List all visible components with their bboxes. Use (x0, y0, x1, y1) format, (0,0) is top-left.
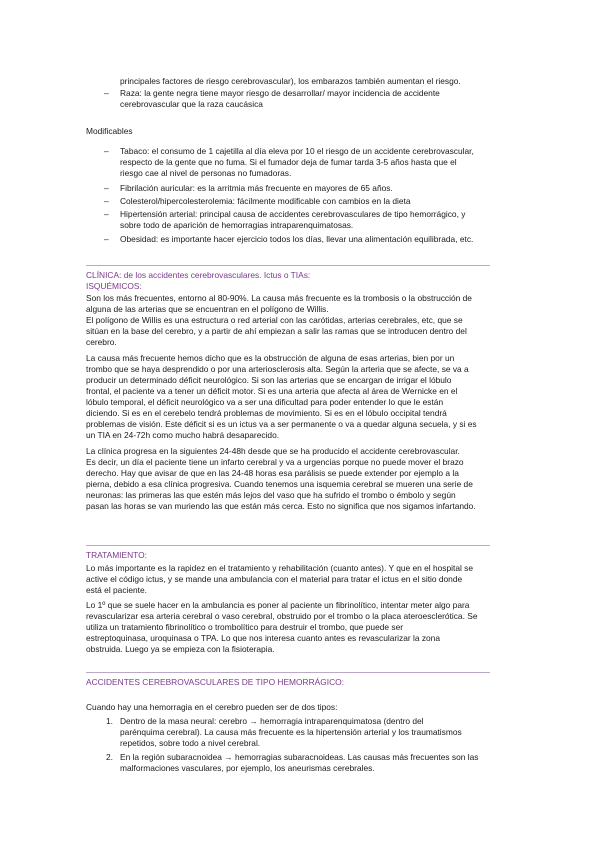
body-line: producir un determinado déficit neurológico. Si son las arterias que se encargan de irrigar el lóbulo (86, 375, 452, 385)
list-number: 2. (106, 752, 113, 762)
bullet-line: respecto de la gente que no fuma. Si el fumador deja de fumar tarda 3-5 años hasta que el (120, 157, 457, 167)
body-line: está el paciente. (86, 585, 147, 595)
list-item-line: parénquima cerebral). La causa más frecuente es la hipertensión arterial y los traumatismos (120, 727, 462, 737)
tratamiento-heading: TRATAMIENTO: (86, 550, 147, 560)
bullet-dash: – (104, 183, 109, 193)
body-line: La clínica progresa en la siguientes 24-48h desde que se ha producido el accidente cerebrovascular. (86, 446, 460, 456)
bullet-dash: – (104, 234, 109, 244)
body-line: lóbulo temporal, el déficit neurológico va a ser una dificultad para poder entender lo que le están (86, 397, 444, 407)
hemorragicos-heading: ACCIDENTES CEREBROVASCULARES DE TIPO HEMORRÁGICO: (86, 677, 344, 687)
bullet-line: Tabaco: el consumo de 1 cajetilla al día eleva por 10 el riesgo de un accidente cerebrovascular, (120, 146, 474, 156)
bullet-line: Fibrilación auricular: es la arritmia más frecuente en mayores de 65 años. (120, 183, 393, 193)
bullet-line: riesgo cae al nivel de personas no fumadoras. (120, 168, 292, 178)
section-title-modificables: Modificables (86, 126, 133, 136)
body-line: La causa más frecuente hemos dicho que es la obstrucción de alguna de esas arterias, bien por un (86, 353, 455, 363)
bullet-line: Colesterol/hipercolesterolemia: fácilmente modificable con cambios en la dieta (120, 196, 411, 206)
body-line: problemas de visión. Este déficit si es un ictus va a ser permanente o va a quedar alguna secuela, y si es (86, 419, 477, 429)
list-item-line: repetidos, sobre todo a nivel cerebral. (120, 738, 261, 748)
body-line: cerebro. (86, 337, 117, 347)
section-divider (86, 265, 490, 266)
bullet-line: Hipertensión arterial: principal causa de accidentes cerebrovasculares de tipo hemorrágico, y (120, 209, 466, 219)
body-line: Es decir, un día el paciente tiene un infarto cerebral y va a urgencias porque no puede mover el brazo (86, 457, 464, 467)
isquemicos-heading: ISQUÉMICOS: (86, 281, 142, 291)
list-item-line: En la región subaracnoidea → hemorragias subaracnoideas. Las causas más frecuentes son las (120, 752, 479, 762)
bullet-line: sobre todo de aparición de hemorragias intraparenquimatosas. (120, 220, 354, 230)
body-line: alguna de las arterias que se encuentran en el polígono de Willis. (86, 304, 329, 314)
bullet-dash: – (104, 209, 109, 219)
continuation-line: principales factores de riesgo cerebrovascular), los embarazos también aumentan el riesgo. (120, 76, 461, 86)
body-line: Son los más frecuentes, entorno al 80-90%. La causa más frecuente es la trombosis o la obstrucción de (86, 293, 472, 303)
hemorragicos-intro: Cuando hay una hemorragia en el cerebro pueden ser de dos tipos: (86, 702, 338, 712)
body-line: diciendo. Si es en el cerebelo tendrá problemas de movimiento. Si es en el lóbulo occipital tendrá (86, 408, 447, 418)
body-line: Lo 1º que se suele hacer en la ambulancia es poner al paciente un fibrinolítico, intentar meter algo para (86, 600, 470, 610)
body-line: pierna, debido a esa clínica progresiva. Cuando tenemos una isquemia cerebral se mueren una serie de (86, 479, 473, 489)
body-line: El polígono de Willis es una estructura o red arterial con las carótidas, arterias cerebrales, etc, que se (86, 315, 463, 325)
bullet-dash: – (104, 88, 109, 98)
list-number: 1. (106, 716, 113, 726)
section-divider (86, 545, 490, 546)
raza-line: cerebrovascular que la raza caucásica (120, 99, 263, 109)
body-line: pasan las horas se van muriendo las que están más cerca. Esto no significa que nos sigamos infartando. (86, 501, 476, 511)
clinica-heading: CLÍNICA: de los accidentes cerebrovasculares. Ictus o TIAs: (86, 270, 311, 280)
body-line: Lo más importante es la rapidez en el tratamiento y rehabilitación (cuanto antes). Y que en el hospital se (86, 563, 474, 573)
body-line: sitúan en la base del cerebro, y a partir de ahí empiezan a salir las ramas que se introducen dentro del (86, 326, 467, 336)
body-line: trombo que se haya desprendido o por una arteriosclerosis alta. Según la arteria que se afecte, se va a (86, 364, 469, 374)
body-line: frontal, el paciente va a tener un déficit motor. Si es una arteria que afecta al área de Wernicke en el (86, 386, 458, 396)
bullet-dash: – (104, 146, 109, 156)
body-line: obstruida. Luego ya se empieza con la fisioterapia. (86, 644, 275, 654)
raza-line: Raza: la gente negra tiene mayor riesgo de desarrollar/ mayor incidencia de accidente (120, 88, 440, 98)
body-line: estreptoquinasa, uroquinasa o TPA. Lo que nos interesa cuanto antes es revascularizar la zona (86, 633, 440, 643)
body-line: active el código ictus, y se mande una ambulancia con el material para tratar el ictus en el sitio donde (86, 574, 463, 584)
body-line: neuronas: las primeras las que estén más lejos del vaso que ha sufrido el trombo o émbolo y según (86, 490, 456, 500)
list-item-line: malformaciones vasculares, por ejemplo, los aneurismas cerebrales. (120, 763, 375, 773)
body-line: revascularizar esa arteria cerebral o vaso cerebral, obstruido por el trombo o la placa ateroesclerótica. Se (86, 611, 478, 621)
bullet-line: Obesidad: es importante hacer ejercicio todos los días, llevar una alimentación equilibrada, etc. (120, 234, 474, 244)
body-line: un TIA en 24-72h como mucho habrá desaparecido. (86, 430, 280, 440)
list-item-line: Dentro de la masa neural: cerebro → hemorragia intraparenquimatosa (dentro del (120, 716, 424, 726)
bullet-dash: – (104, 196, 109, 206)
body-line: utiliza un tratamiento fibrinolítico o trombolítico para destruir el trombo, que puede ser (86, 622, 404, 632)
section-divider (86, 672, 490, 673)
body-line: derecho. Hay que avisar de que en las 24-48 horas esa parálisis se puede extender por ejemplo a la (86, 468, 459, 478)
